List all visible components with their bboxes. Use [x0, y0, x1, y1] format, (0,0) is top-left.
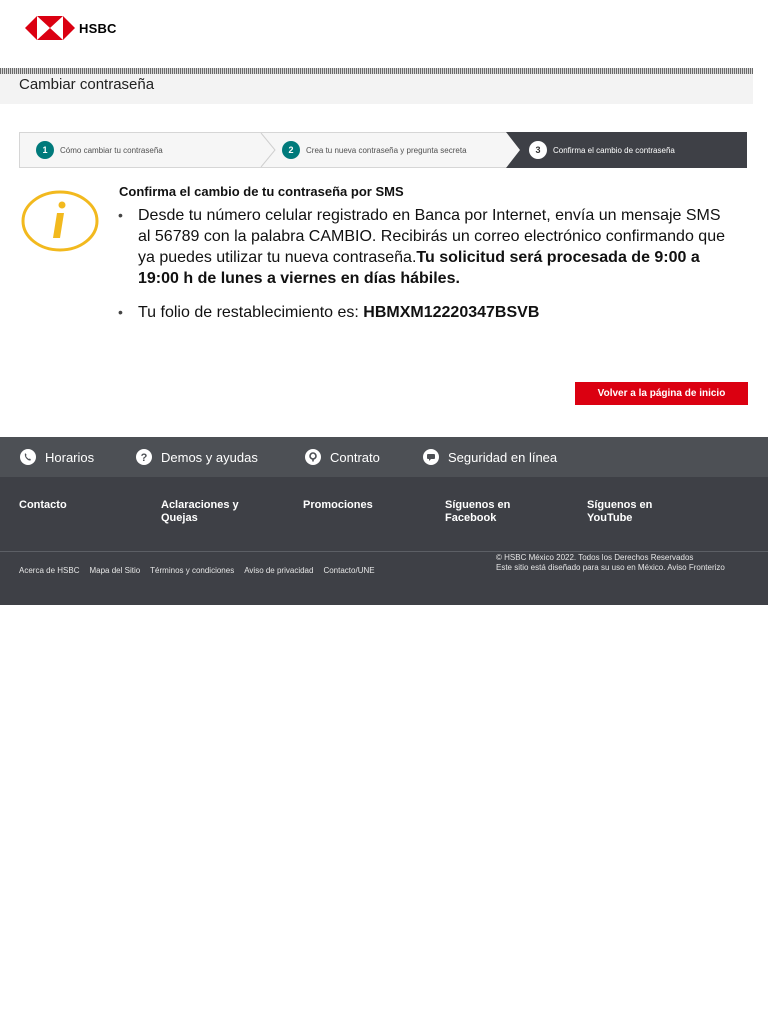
folio-number: HBMXM12220347BSVB [363, 304, 540, 321]
svg-text:?: ? [140, 452, 148, 464]
location-pin-icon [304, 448, 322, 466]
step-1-label: Cómo cambiar tu contraseña [60, 145, 163, 155]
list-item-folio [118, 302, 728, 323]
step-separator-icon [260, 133, 276, 167]
sms-instructions-text: Desde tu número celular registrado en Banca por Internet, envía un mensaje SMS al 56789 con la palabra CAMBIO. Recibirás un correo electrónico confirmando que ya puedes utilizar tu nueva contraseña. [138, 207, 725, 266]
footer-bottom-link[interactable]: Aviso de privacidad [244, 566, 314, 575]
processing-hours-text: Tu solicitud será procesada de 9:00 a 19:00 h de lunes a viernes en días hábiles. [138, 249, 700, 287]
footer-link-label: Contrato [330, 449, 380, 465]
footer-bottom-link[interactable]: Acerca de HSBC [19, 566, 80, 575]
footer-link-label: Demos y ayudas [161, 449, 258, 465]
list-item-sms-instructions [118, 205, 728, 289]
back-to-home-button[interactable]: Volver a la página de inicio [575, 382, 748, 405]
footer-column-facebook[interactable]: Síguenos en Facebook [445, 499, 511, 524]
footer-bottom-link[interactable]: Mapa del Sitio [89, 566, 141, 575]
step-1-number: 1 [36, 141, 54, 159]
footer-column-contacto[interactable]: Contacto [19, 499, 67, 511]
footer-link-label: Seguridad en línea [448, 449, 558, 465]
copyright-notice [496, 553, 725, 573]
copyright-line-1: © HSBC México 2022. Todos los Derechos Reservados [496, 553, 694, 562]
footer-quick-links-bar [0, 437, 768, 477]
phone-icon [19, 448, 37, 466]
step-2 [282, 133, 467, 167]
confirmation-heading: Confirma el cambio de tu contraseña por SMS [119, 184, 404, 199]
step-2-label: Crea tu nueva contraseña y pregunta secreta [306, 145, 467, 155]
bullet-icon: • [118, 207, 123, 223]
copyright-line-2: Este sitio está diseñado para su uso en México. Aviso Fronterizo [496, 563, 725, 572]
footer-main [0, 477, 768, 605]
question-icon [135, 448, 153, 466]
instruction-list [118, 205, 728, 336]
footer-bottom-link[interactable]: Contacto/UNE [323, 566, 375, 575]
footer-link-label: Horarios [45, 449, 95, 465]
step-3-active [529, 133, 675, 167]
hsbc-logo[interactable] [25, 16, 117, 40]
bullet-icon: • [118, 304, 123, 320]
hsbc-hexagon-icon [25, 16, 75, 40]
page-title: Cambiar contraseña [19, 76, 155, 93]
footer-link-horarios[interactable] [19, 448, 94, 466]
site-header [0, 0, 768, 68]
step-3-label: Confirma el cambio de contraseña [553, 145, 675, 155]
info-icon [21, 190, 99, 252]
footer-bottom-link[interactable]: Términos y condiciones [150, 566, 235, 575]
step-1 [36, 133, 163, 167]
footer-divider [0, 551, 768, 552]
footer-column-aclaraciones[interactable]: Aclaraciones y Quejas [161, 499, 239, 524]
brand-name: HSBC [79, 20, 117, 36]
footer-link-demos[interactable] [135, 448, 258, 466]
footer-link-seguridad[interactable] [422, 448, 557, 466]
footer-link-contrato[interactable] [304, 448, 380, 466]
footer-column-promociones[interactable]: Promociones [303, 499, 373, 511]
folio-label: Tu folio de restablecimiento es: [138, 304, 364, 321]
step-2-number: 2 [282, 141, 300, 159]
footer-column-youtube[interactable]: Síguenos en YouTube [587, 499, 653, 524]
footer-bottom-links [19, 566, 375, 575]
progress-stepper [19, 132, 746, 168]
step-3-number: 3 [529, 141, 547, 159]
chat-icon [422, 448, 440, 466]
